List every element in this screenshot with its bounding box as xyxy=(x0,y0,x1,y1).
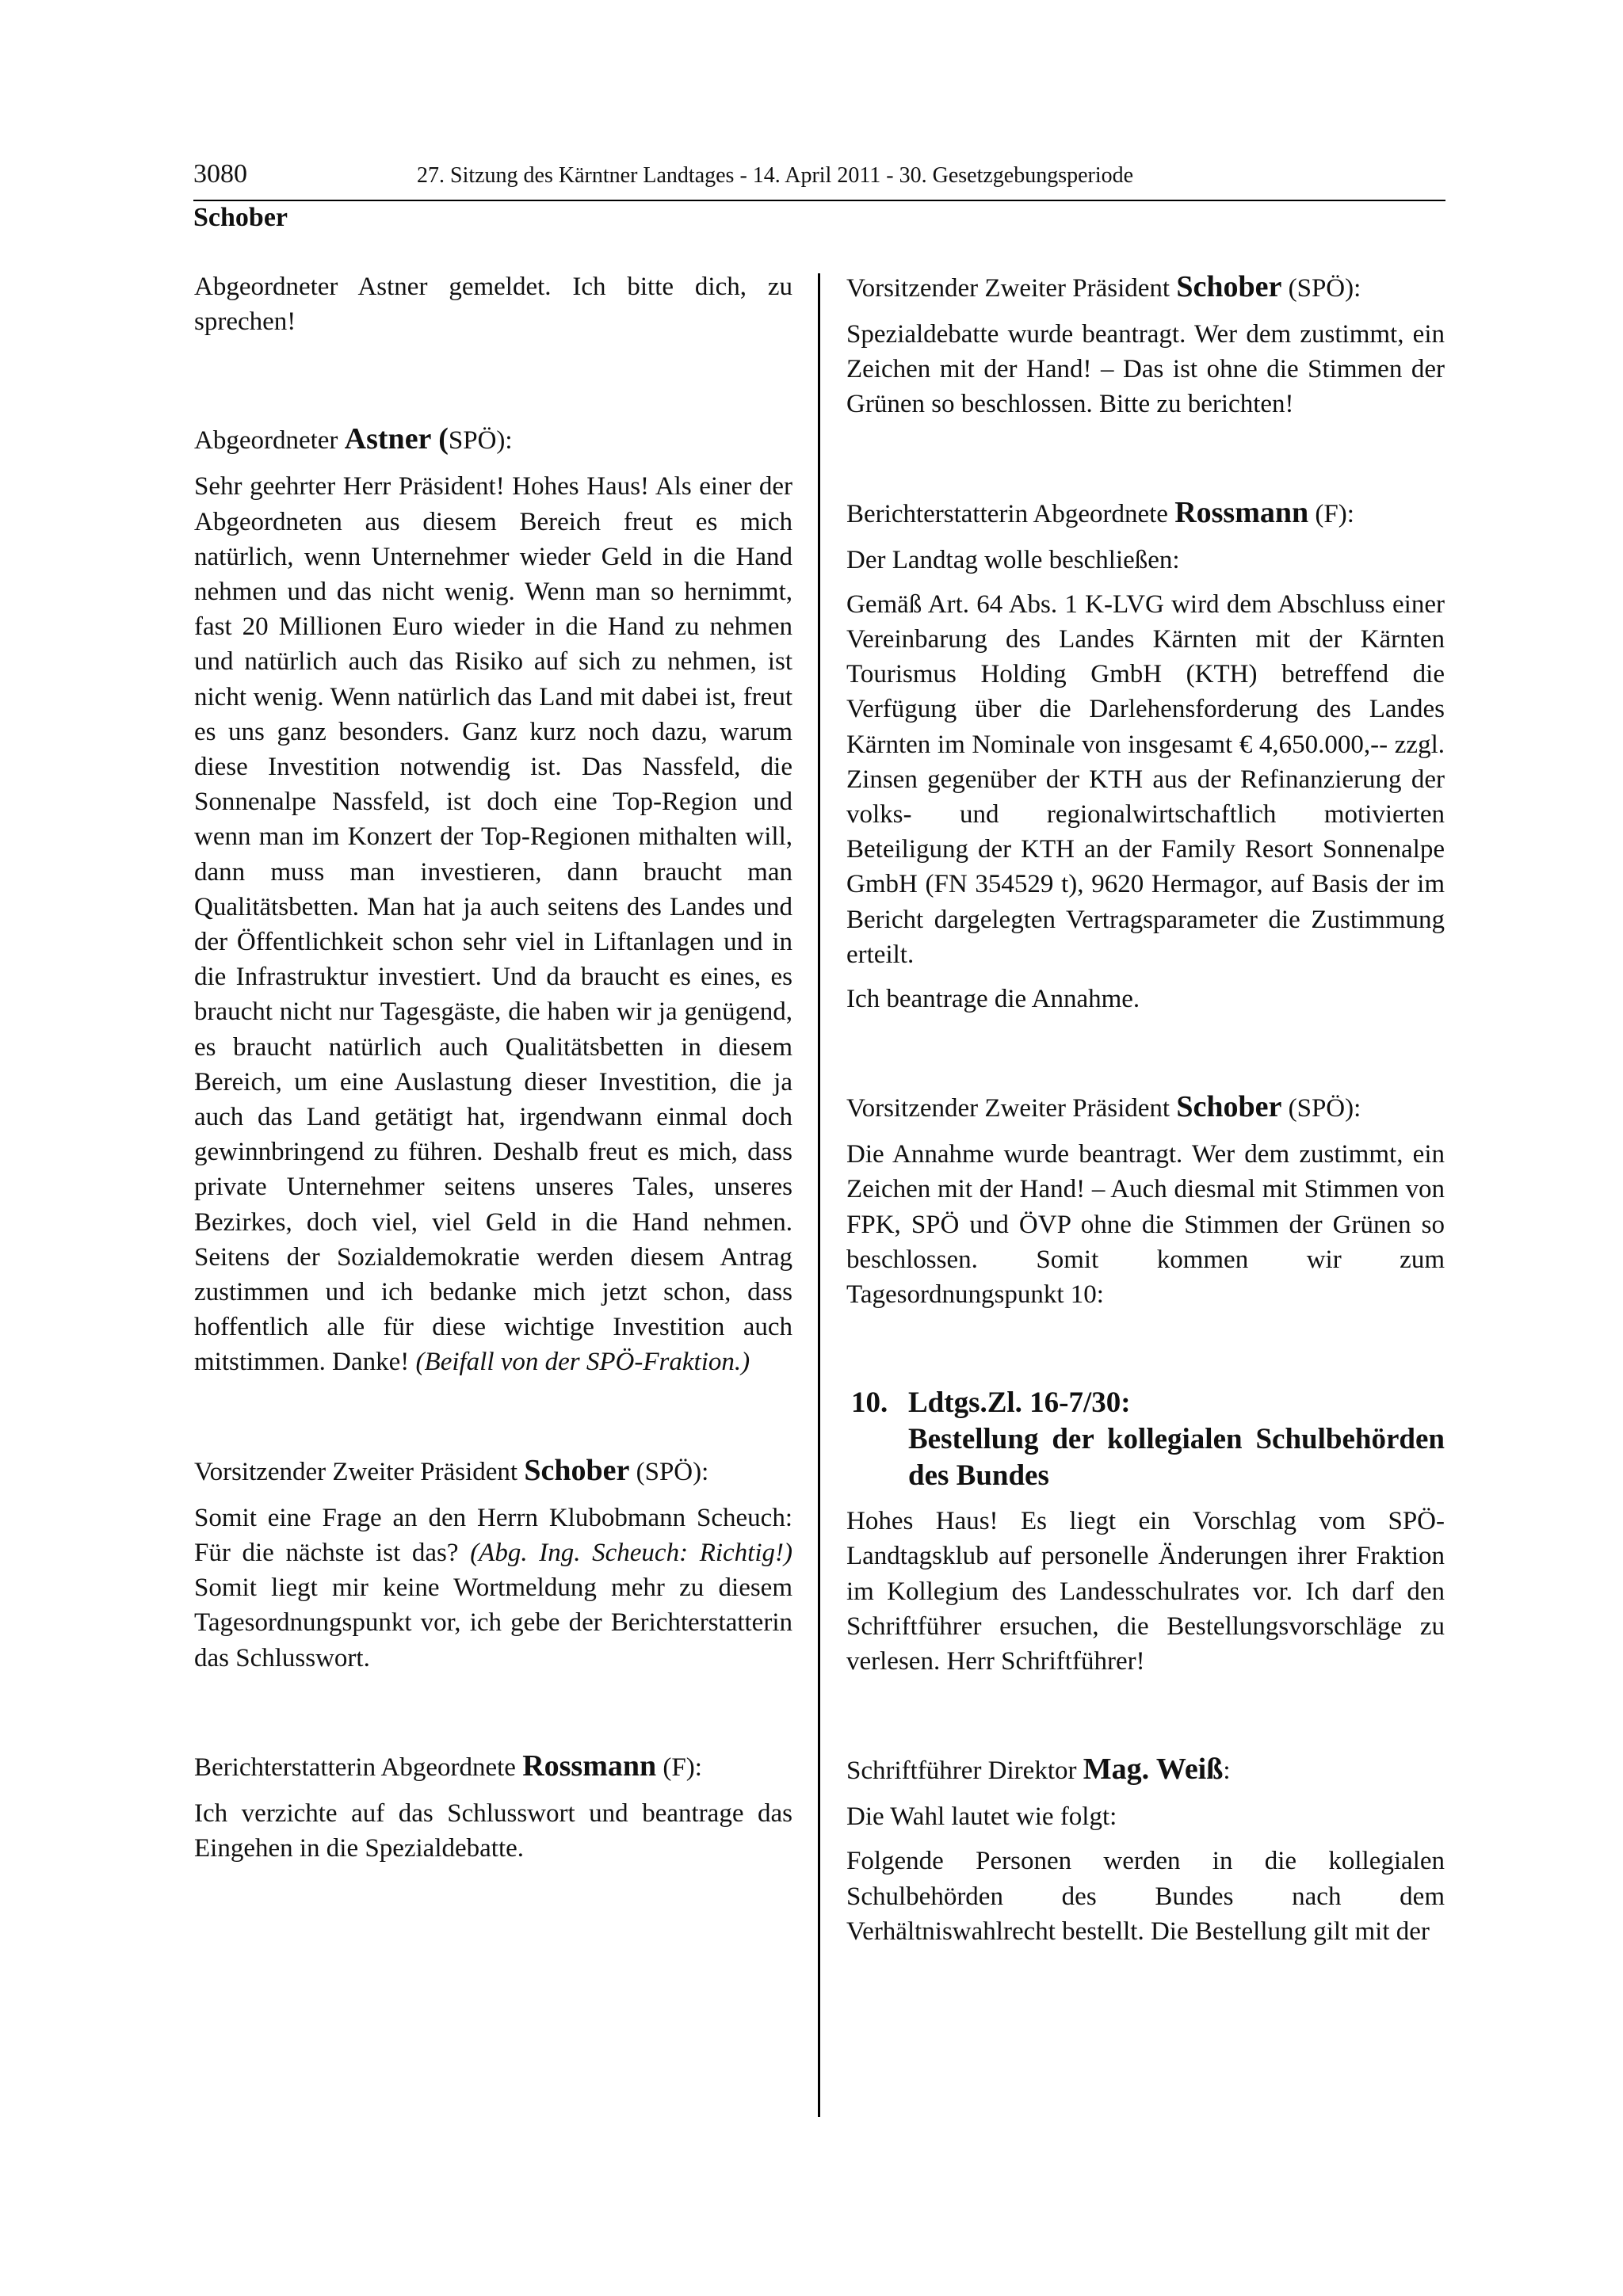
speaker-name: Mag. Weiß xyxy=(1083,1753,1224,1787)
speaker-name: Schober xyxy=(1176,1090,1282,1124)
paragraph: Die Annahme wurde beantragt. Wer dem zustimmt, ein Zeichen mit der Hand! – Auch diesmal mit Stimmen von FPK, SPÖ und ÖVP ohne die Stimmen der Grünen so beschlossen. Somit kommen wir zum Tagesordnungspunkt 10: xyxy=(846,1140,1445,1310)
interjection: (Beifall von der SPÖ-Fraktion.) xyxy=(415,1348,750,1377)
interjection: (Abg. Ing. Scheuch: Richtig!) xyxy=(470,1538,792,1567)
paragraph: Folgende Personen werden in die kollegialen Schulbehörden des Bundes nach dem Verhältniswahlrecht bestellt. Die Bestellung gilt mit der xyxy=(846,1847,1445,1946)
page-number: 3080 xyxy=(193,159,247,189)
column-divider xyxy=(818,273,820,2117)
speaker-label: Vorsitzender Zweiter Präsident Schober (SPÖ): xyxy=(846,270,1361,303)
running-name: Schober xyxy=(193,203,288,232)
paragraph: Ich verzichte auf das Schlusswort und beantrage das Eingehen in die Spezialdebatte. xyxy=(194,1798,792,1863)
speaker-label: Berichterstatterin Abgeordnete Rossmann (F): xyxy=(846,495,1354,529)
agenda-title: Bestellung der kollegialen Schulbehörden des Bundes xyxy=(908,1423,1445,1493)
left-column xyxy=(194,269,792,1875)
speaker-name: Astner ( xyxy=(344,422,449,456)
paragraph: Ich beantrage die Annahme. xyxy=(846,985,1140,1014)
speaker-name: Schober xyxy=(524,1453,630,1487)
speaker-name: Schober xyxy=(1176,270,1282,303)
paragraph: Hohes Haus! Es liegt ein Vorschlag vom SPÖ-Landtagsklub auf personelle Änderungen ihrer Fraktion im Kollegium des Landesschulrates vor. Ich darf den Schriftführer ersuchen, die Bestellungsvorschläge zu verlesen. Herr Schriftführer! xyxy=(846,1507,1445,1676)
session-title: 27. Sitzung des Kärntner Landtages - 14. April 2011 - 30. Gesetzgebungsperiode xyxy=(417,163,1134,188)
paragraph: Gemäß Art. 64 Abs. 1 K-LVG wird dem Abschluss einer Vereinbarung des Landes Kärnten mit der Kärnten Tourismus Holding GmbH (KTH) betreffend die Verfügung über die Darlehensforderung des Landes Kärnten im Nominale von insgesamt € 4,650.000,-- zzgl. Zinsen gegenüber der KTH aus der Refinanzierung der volks- und regionalwirtschaftlich motivierten Beteiligung der KTH an der Family Resort Sonnenalpe GmbH (FN 354529 t), 9620 Hermagor, auf Basis der im Bericht dargelegten Vertragsparameter die Zustimmung erteilt. xyxy=(846,589,1445,969)
speaker-name: Rossmann xyxy=(522,1749,657,1783)
right-column xyxy=(846,269,1445,1958)
speaker-label: Vorsitzender Zweiter Präsident Schober (SPÖ): xyxy=(846,1090,1361,1124)
paragraph: Spezialdebatte wurde beantragt. Wer dem zustimmt, ein Zeichen mit der Hand! – Das ist ohne die Stimmen der Grünen so beschlossen. Bitte zu berichten! xyxy=(846,320,1445,419)
page-header xyxy=(193,155,1445,201)
speaker-label: Schriftführer Direktor Mag. Weiß: xyxy=(846,1753,1231,1787)
paragraph: Somit eine Frage an den Herrn Klubobmann Scheuch: Für die nächste ist das? (Abg. Ing. Scheuch: Richtig!) Somit liegt mir keine Wortmeldung mehr zu diesem Tagesordnungspunkt vor, ich gebe der Berichterstatterin das Schlusswort. xyxy=(194,1503,792,1672)
agenda-reference: Ldtgs.Zl. 16-7/30: xyxy=(908,1386,1131,1420)
agenda-number: 10. xyxy=(851,1386,888,1420)
speaker-label: Vorsitzender Zweiter Präsident Schober (SPÖ): xyxy=(194,1453,709,1487)
paragraph: Abgeordneter Astner gemeldet. Ich bitte dich, zu sprechen! xyxy=(194,273,792,337)
speaker-label: Abgeordneter Astner (SPÖ): xyxy=(194,422,513,456)
speaker-name: Rossmann xyxy=(1174,495,1309,529)
speaker-label: Berichterstatterin Abgeordnete Rossmann (F): xyxy=(194,1749,702,1783)
paragraph: Der Landtag wolle beschließen: xyxy=(846,545,1180,574)
agenda-item-heading xyxy=(846,1385,1445,1494)
paragraph: Die Wahl lautet wie folgt: xyxy=(846,1802,1117,1832)
paragraph: Sehr geehrter Herr Präsident! Hohes Haus! Als einer der Abgeordneten aus diesem Bereich freut es mich natürlich, wenn Unternehmer wieder Geld in die Hand nehmen und das nicht wenig. Wenn man so hernimmt, fast 20 Millionen Euro wieder in die Hand zu nehmen und natürlich auch das Risiko auf sich zu nehmen, ist nicht wenig. Wenn natürlich das Land mit dabei ist, freut es uns ganz besonders. Ganz kurz noch dazu, warum diese Investition notwendig ist. Das Nassfeld, die Sonnenalpe Nassfeld, ist doch eine Top-Region und wenn man im Konzert der Top-Regionen mithalten will, dann muss man investieren, dann braucht man Qualitätsbetten. Man hat ja auch seitens des Landes und der Öffentlichkeit schon sehr viel in Liftanlagen und in die Infrastruktur investiert. Und da braucht es eines, es braucht nicht nur Tagesgäste, die haben wir ja genügend, es braucht natürlich auch Qualitätsbetten in diesem Bereich, um eine Auslastung dieser Investition, die ja auch das Land getätigt hat, irgendwann einmal doch gewinnbringend zu führen. Deshalb freut es mich, dass private Unternehmer seitens unseres Tales, unseres Bezirkes, doch viel, viel Geld in die Hand nehmen. Seitens der Sozialdemokratie werden diesem Antrag zustimmen und ich bedanke mich jetzt schon, dass hoffentlich alle für diese wichtige Investition auch mitstimmen. Danke! (Beifall von der SPÖ-Fraktion.) xyxy=(194,472,792,1377)
